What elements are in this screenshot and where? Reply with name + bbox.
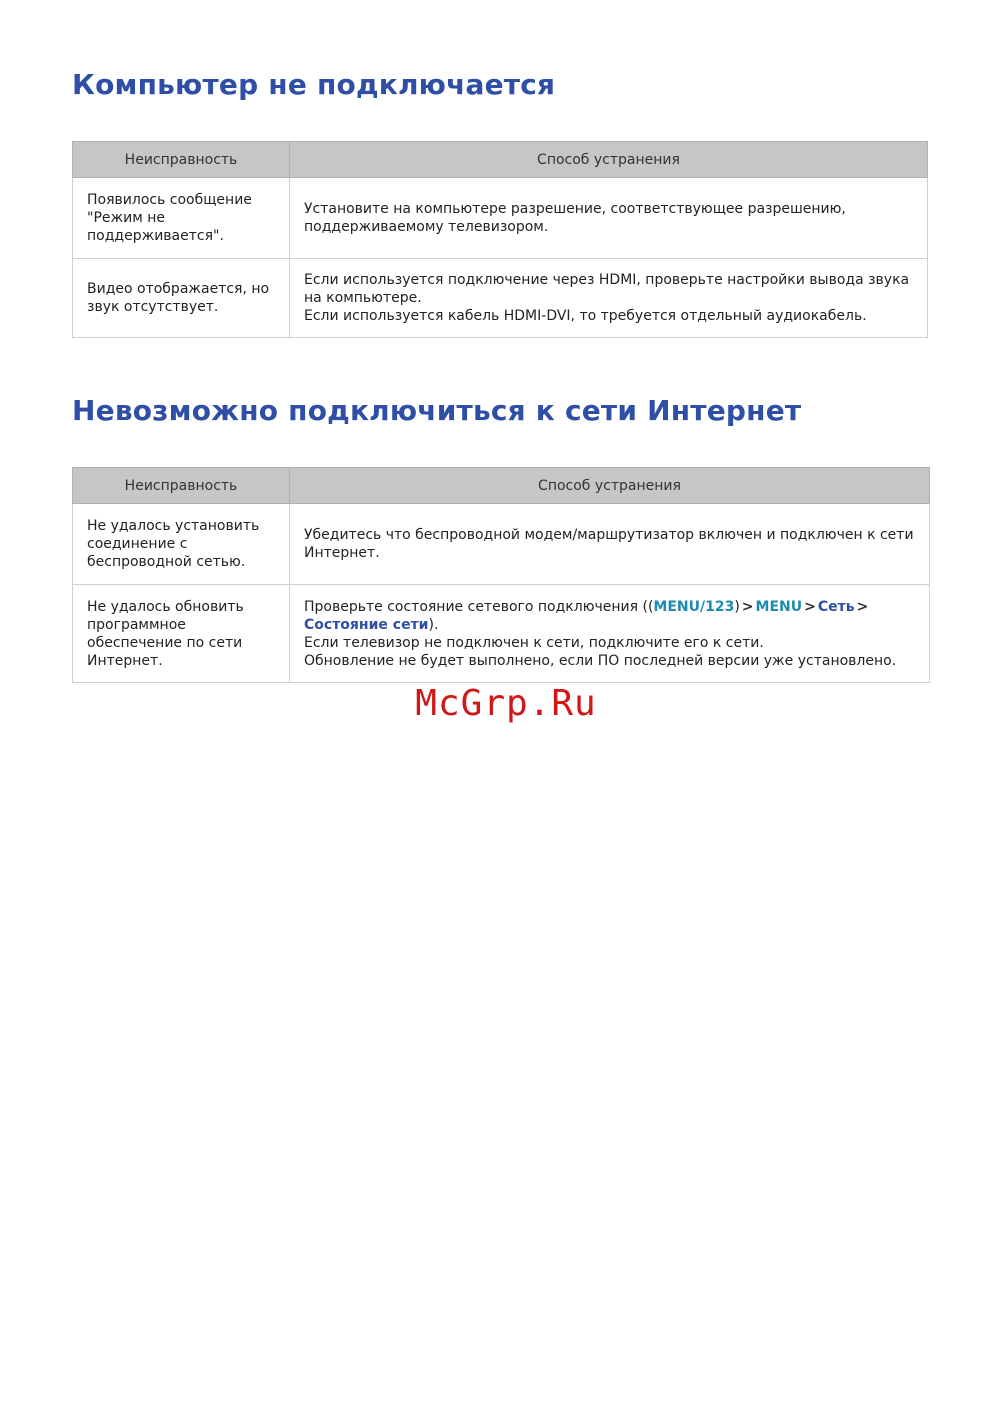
column-header-problem: Неисправность bbox=[73, 468, 290, 504]
table-row bbox=[73, 504, 930, 585]
column-header-solution: Способ устранения bbox=[290, 142, 928, 178]
problem-cell: Не удалось обновить программное обеспечение по сети Интернет. bbox=[73, 585, 290, 683]
solution-line: Установите на компьютере разрешение, соответствующее разрешению, поддерживаемому телевизором. bbox=[304, 201, 846, 235]
section-title-internet: Невозможно подключиться к сети Интернет bbox=[72, 394, 802, 427]
problem-cell: Видео отображается, но звук отсутствует. bbox=[73, 259, 290, 338]
menu-path-status: Состояние сети bbox=[304, 616, 429, 633]
section-title-computer: Компьютер не подключается bbox=[72, 68, 556, 101]
solution-line: Убедитесь что беспроводной модем/маршрутизатор включен и подключен к сети Интернет. bbox=[304, 527, 914, 561]
chevron-right-icon: > bbox=[741, 598, 754, 615]
solution-prefix: Проверьте состояние сетевого подключения (( bbox=[304, 598, 654, 615]
chevron-right-icon: > bbox=[804, 598, 816, 615]
solution-cell bbox=[290, 178, 928, 259]
solution-cell bbox=[290, 259, 928, 338]
problem-cell: Появилось сообщение "Режим не поддерживается". bbox=[73, 178, 290, 259]
table-header-row bbox=[73, 142, 928, 178]
column-header-problem: Неисправность bbox=[73, 142, 290, 178]
watermark-logo: McGrp.Ru bbox=[415, 683, 597, 724]
menu-path-remote: MENU/123 bbox=[653, 598, 735, 615]
troubleshooting-table-internet bbox=[72, 467, 930, 683]
solution-line: Обновление не будет выполнено, если ПО последней версии уже установлено. bbox=[304, 652, 897, 669]
table-header-row bbox=[73, 468, 930, 504]
solution-line: Если используется кабель HDMI-DVI, то требуется отдельный аудиокабель. bbox=[304, 308, 867, 324]
solution-cell bbox=[290, 585, 930, 683]
problem-cell: Не удалось установить соединение с беспроводной сетью. bbox=[73, 504, 290, 585]
table-row bbox=[73, 585, 930, 683]
table-row bbox=[73, 259, 928, 338]
solution-line: Если используется подключение через HDMI, проверьте настройки вывода звука на компьютере. bbox=[304, 272, 910, 306]
solution-line-menu-path bbox=[304, 598, 915, 634]
menu-path-close-paren: ) bbox=[734, 598, 740, 615]
menu-path-network: Сеть bbox=[817, 598, 855, 615]
table-row bbox=[73, 178, 928, 259]
chevron-right-icon: > bbox=[856, 598, 869, 615]
column-header-solution: Способ устранения bbox=[290, 468, 930, 504]
troubleshooting-table-computer bbox=[72, 141, 928, 338]
solution-line: Если телевизор не подключен к сети, подключите его к сети. bbox=[304, 634, 764, 651]
menu-path-suffix: ). bbox=[428, 616, 439, 633]
solution-cell bbox=[290, 504, 930, 585]
menu-path-menu: MENU bbox=[755, 598, 803, 615]
